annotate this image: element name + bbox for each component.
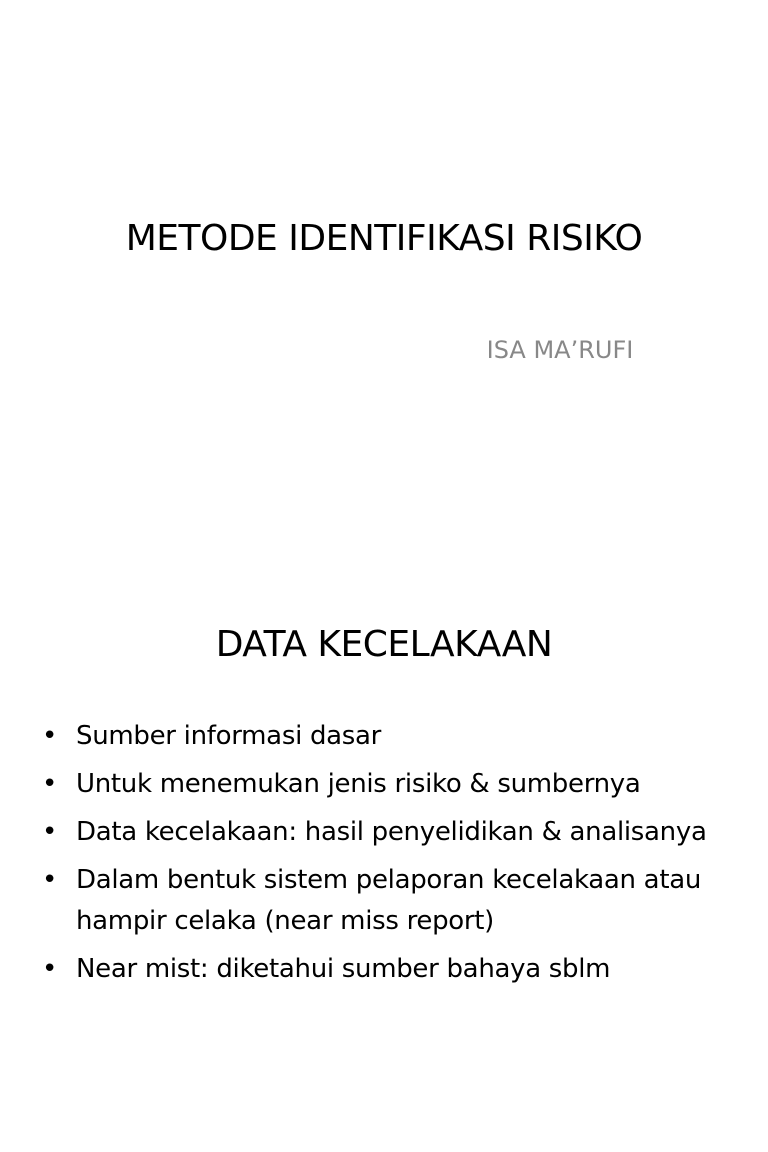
bullet-item xyxy=(42,812,742,853)
bullet-marker: • xyxy=(42,721,58,751)
bullet-text: Sumber informasi dasar xyxy=(76,721,382,751)
bullet-text: Data kecelakaan: hasil penyelidikan & analisanya xyxy=(76,817,707,847)
bullet-text: Dalam bentuk sistem pelaporan kecelakaan atau hampir celaka (near miss report) xyxy=(76,865,702,936)
bullet-list xyxy=(42,716,742,997)
bullet-text: Untuk menemukan jenis risiko & sumbernya xyxy=(76,769,641,799)
presentation-author: ISA MA’RUFI xyxy=(486,336,634,364)
content-slide xyxy=(0,576,768,1152)
bullet-item xyxy=(42,764,742,805)
presentation-title: METODE IDENTIFIKASI RISIKO xyxy=(125,218,643,259)
bullet-item xyxy=(42,716,742,757)
bullet-item xyxy=(42,949,742,990)
bullet-text: Near mist: diketahui sumber bahaya sblm xyxy=(76,954,611,984)
bullet-marker: • xyxy=(42,769,58,799)
bullet-marker: • xyxy=(42,817,58,847)
bullet-item xyxy=(42,860,742,942)
bullet-marker: • xyxy=(42,954,58,984)
slide-title: DATA KECELAKAAN xyxy=(215,624,553,665)
bullet-marker: • xyxy=(42,865,58,895)
